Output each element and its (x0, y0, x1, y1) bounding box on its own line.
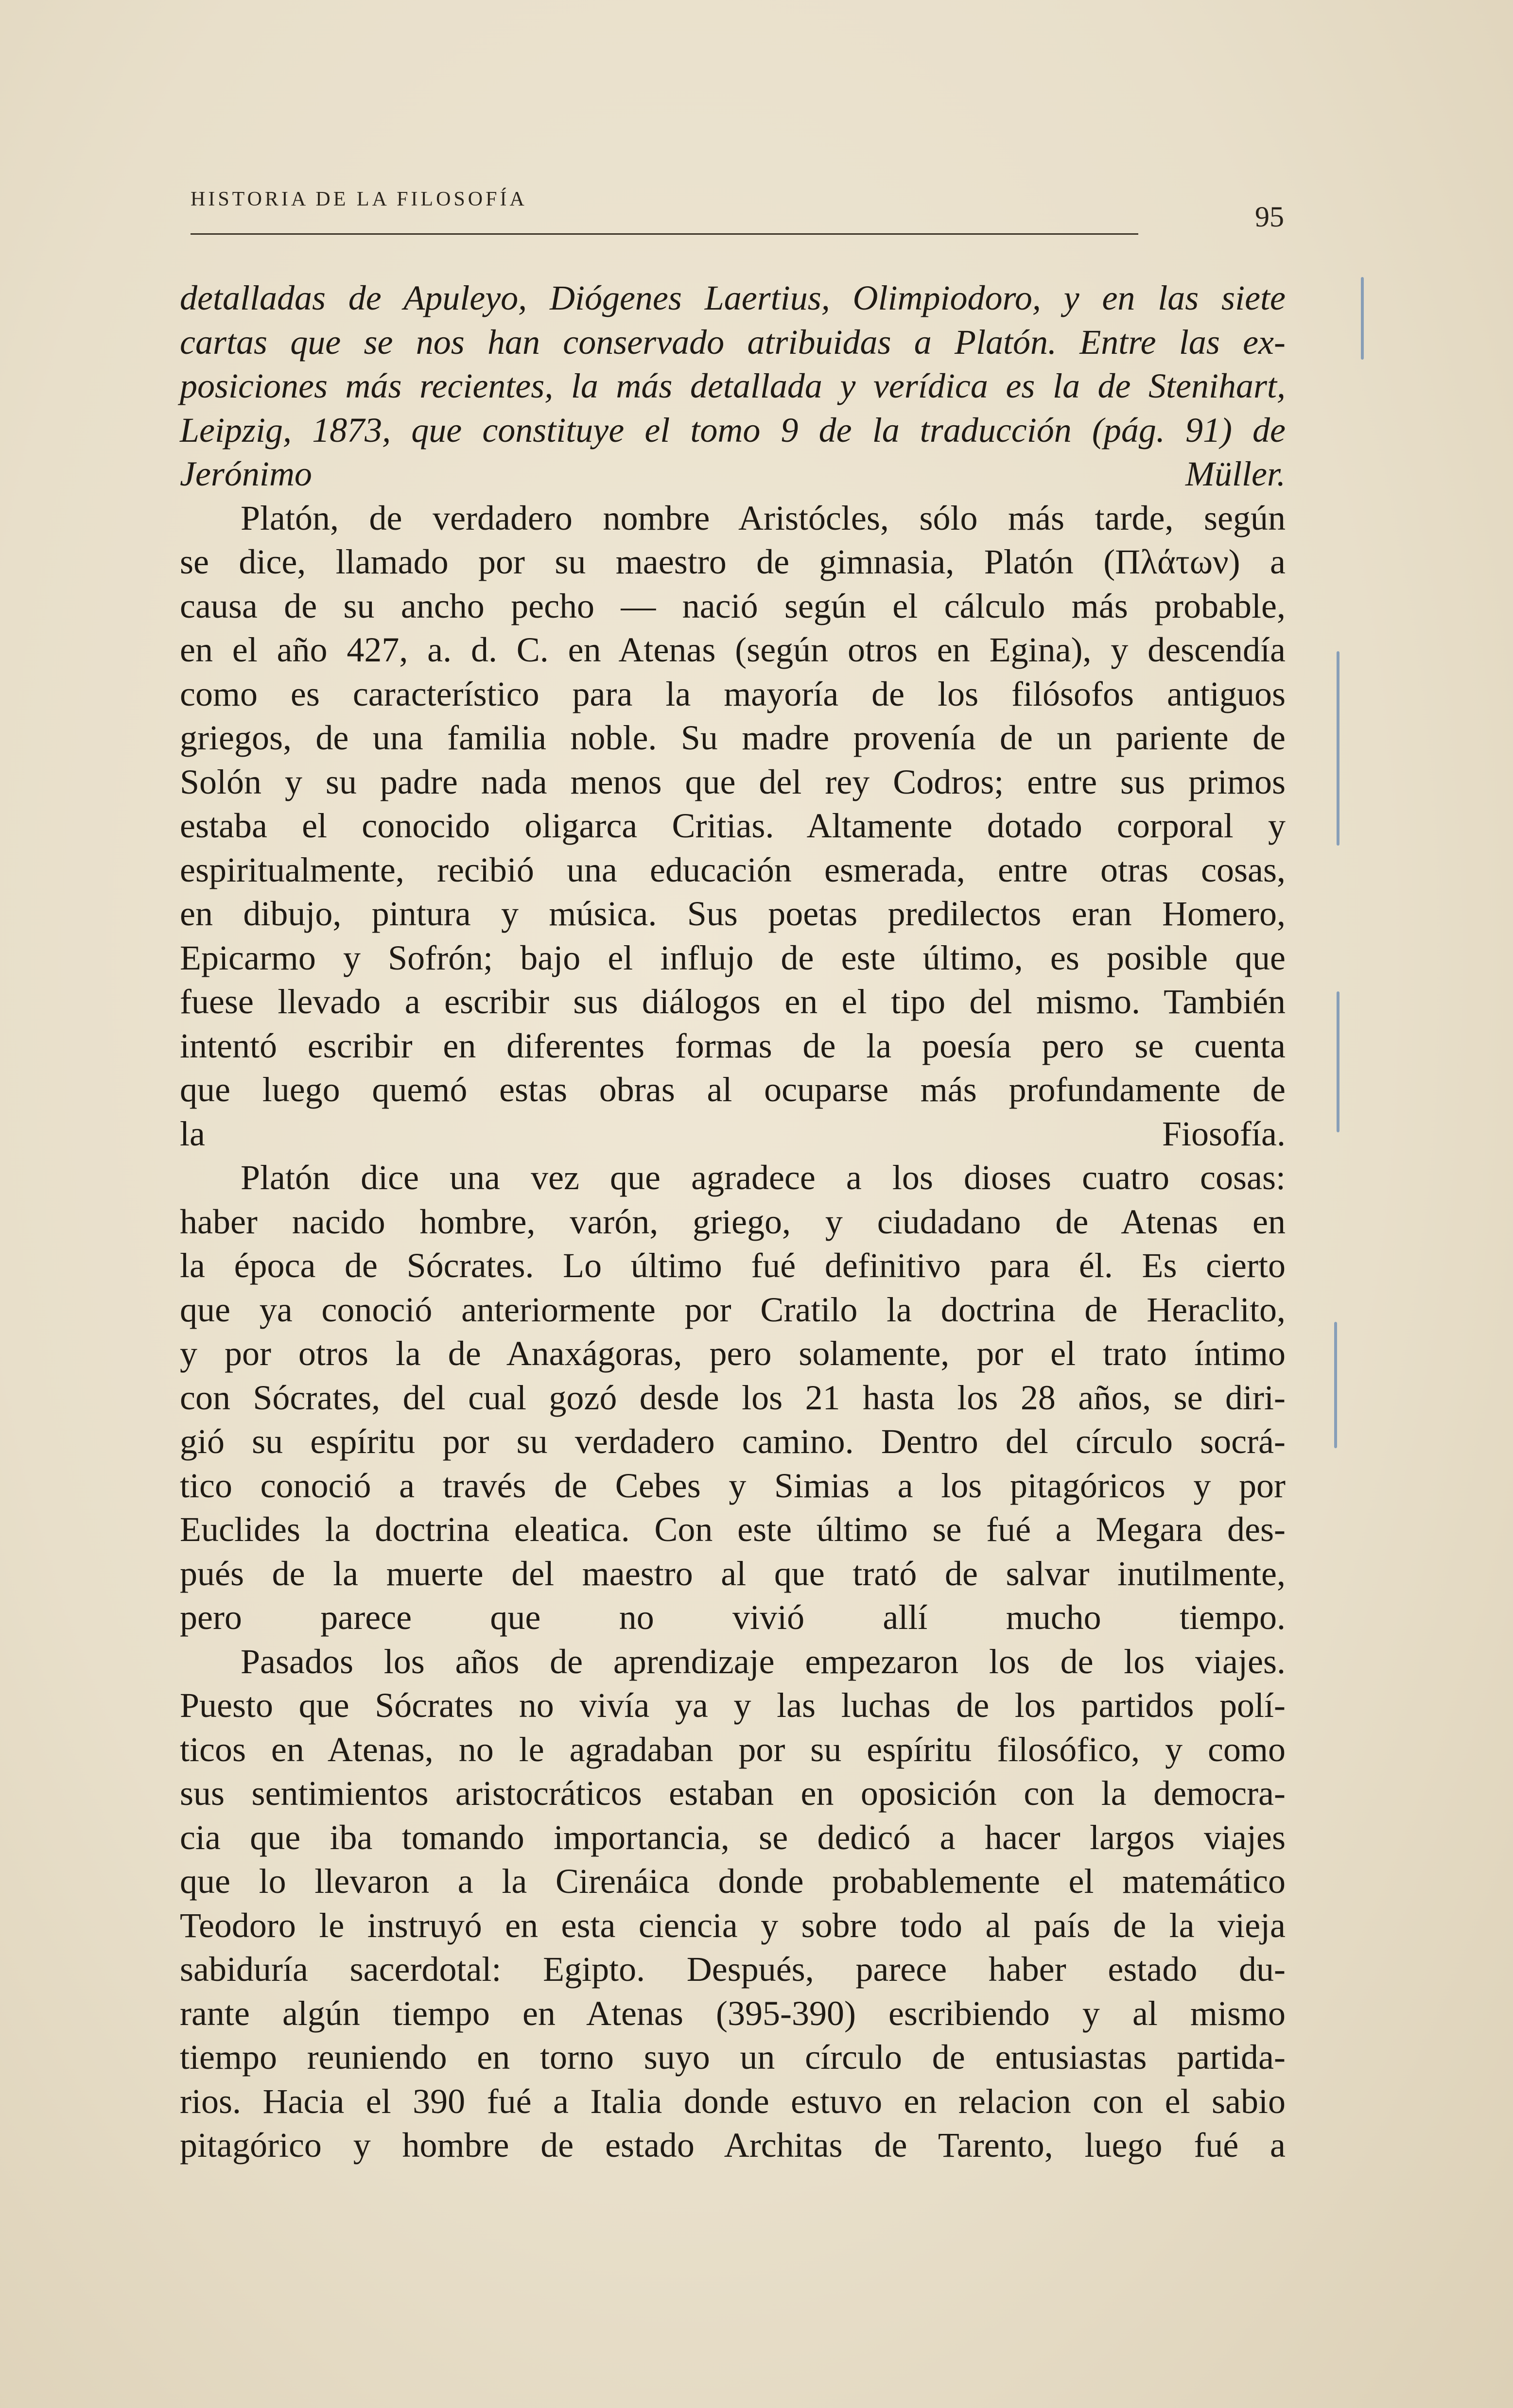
text-line: pitagórico y hombre de estado Architas de Tarento, luego fué a (180, 2126, 1286, 2165)
text-line: griegos, de una familia noble. Su madre provenía de un pariente de (180, 718, 1286, 757)
text-line: que luego quemó estas obras al ocuparse más profundamente de (180, 1070, 1286, 1109)
text-line: detalladas de Apuleyo, Diógenes Laertius, Olimpiodoro, y en las siete (180, 278, 1286, 317)
paragraph-plato-origin (180, 496, 1286, 1156)
text-line: se dice, llamado por su maestro de gimnasia, Platón (Πλάτων) a (180, 542, 1286, 581)
page-header (191, 181, 1284, 239)
text-line: tico conoció a través de Cebes y Simias a los pitagóricos y por (180, 1466, 1286, 1505)
text-line: pero parece que no vivió allí mucho tiempo. (180, 1598, 1286, 1637)
text-line: pués de la muerte del maestro al que trató de salvar inutilmente, (180, 1554, 1286, 1593)
text-line: Teodoro le instruyó en esta ciencia y sobre todo al país de la vieja (180, 1906, 1286, 1945)
text-line: en el año 427, a. d. C. en Atenas (según otros en Egina), y descendía (180, 630, 1286, 669)
text-line: Pasados los años de aprendizaje empezaron los de los viajes. (241, 1642, 1286, 1681)
margin-annotation-mark (1337, 991, 1339, 1132)
header-rule (191, 233, 1138, 235)
text-line: Euclides la doctrina eleatica. Con este último se fué a Megara des- (180, 1510, 1286, 1549)
body-text (180, 276, 1286, 2167)
text-line: la época de Sócrates. Lo último fué definitivo para él. Es cierto (180, 1246, 1286, 1285)
text-line: fuese llevado a escribir sus diálogos en el tipo del mismo. También (180, 982, 1286, 1021)
text-line: causa de su ancho pecho — nació según el cálculo más probable, (180, 586, 1286, 625)
text-line: y por otros la de Anaxágoras, pero solamente, por el trato íntimo (180, 1334, 1286, 1373)
text-line: cartas que se nos han conservado atribuidas a Platón. Entre las ex- (180, 322, 1286, 362)
text-line: como es característico para la mayoría de los filósofos antiguos (180, 674, 1286, 713)
text-line: rante algún tiempo en Atenas (395-390) escribiendo y al mismo (180, 1993, 1286, 2033)
page-number: 95 (1255, 201, 1284, 233)
text-line: cia que iba tomando importancia, se dedicó a hacer largos viajes (180, 1818, 1286, 1857)
text-line: Solón y su padre nada menos que del rey Codros; entre sus primos (180, 762, 1286, 801)
margin-annotation-mark (1337, 651, 1339, 846)
text-line: con Sócrates, del cual gozó desde los 21 hasta los 28 años, se diri- (180, 1378, 1286, 1417)
text-line: Platón, de verdadero nombre Aristócles, sólo más tarde, según (241, 498, 1286, 537)
text-line: la Fiosofía. (180, 1114, 1286, 1153)
text-line: Puesto que Sócrates no vivía ya y las luchas de los partidos polí- (180, 1686, 1286, 1725)
text-line: gió su espíritu por su verdadero camino. Dentro del círculo socrá- (180, 1422, 1286, 1461)
text-line: en dibujo, pintura y música. Sus poetas predilectos eran Homero, (180, 894, 1286, 933)
text-line: que ya conoció anteriormente por Cratilo la doctrina de Heraclito, (180, 1290, 1286, 1329)
paragraph-footnote-continuation (180, 276, 1286, 496)
margin-annotation-mark (1361, 277, 1364, 360)
text-line: Leipzig, 1873, que constituye el tomo 9 de la traducción (pág. 91) de (180, 410, 1286, 450)
text-line: posiciones más recientes, la más detallada y verídica es la de Stenihart, (180, 366, 1286, 405)
text-line: haber nacido hombre, varón, griego, y ciudadano de Atenas en (180, 1202, 1286, 1241)
text-line: estaba el conocido oligarca Critias. Altamente dotado corporal y (180, 806, 1286, 845)
text-line: que lo llevaron a la Cirenáica donde probablemente el matemático (180, 1862, 1286, 1901)
text-line: Platón dice una vez que agradece a los dioses cuatro cosas: (241, 1158, 1286, 1197)
text-line: sabiduría sacerdotal: Egipto. Después, parece haber estado du- (180, 1950, 1286, 1989)
text-line: tiempo reuniendo en torno suyo un círculo de entusiastas partida- (180, 2038, 1286, 2077)
text-line: Jerónimo Müller. (180, 454, 1286, 493)
running-head: HISTORIA DE LA FILOSOFÍA (191, 188, 527, 210)
text-line: rios. Hacia el 390 fué a Italia donde estuvo en relacion con el sabio (180, 2081, 1286, 2121)
text-line: espiritualmente, recibió una educación esmerada, entre otras cosas, (180, 850, 1286, 889)
margin-annotation-mark (1334, 1322, 1337, 1448)
paragraph-plato-travels (180, 1640, 1286, 2167)
text-line: intentó escribir en diferentes formas de la poesía pero se cuenta (180, 1026, 1286, 1065)
text-line: ticos en Atenas, no le agradaban por su espíritu filosófico, y como (180, 1730, 1286, 1769)
text-line: Epicarmo y Sofrón; bajo el influjo de este último, es posible que (180, 938, 1286, 977)
paragraph-plato-socrates (180, 1156, 1286, 1640)
text-line: sus sentimientos aristocráticos estaban en oposición con la democra- (180, 1774, 1286, 1813)
